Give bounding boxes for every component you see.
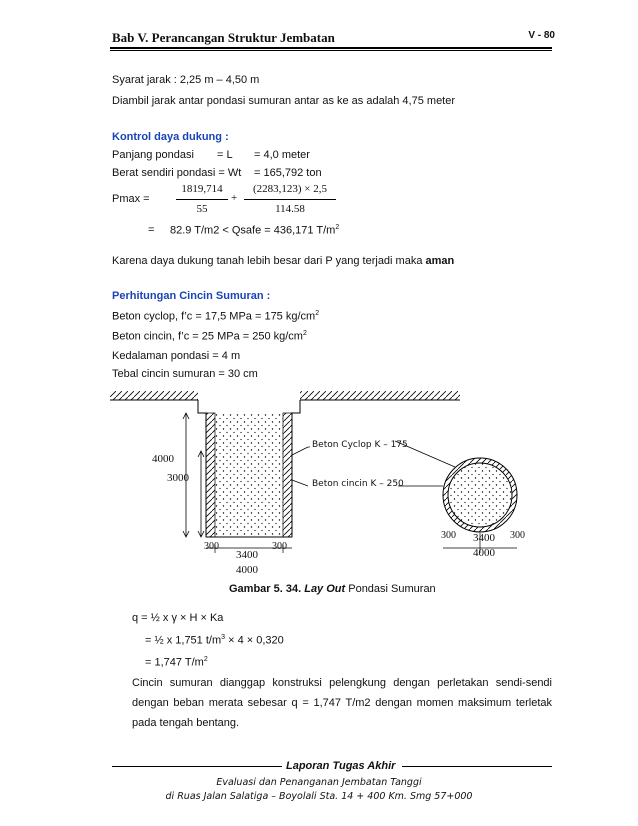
frac2-numerator: (2283,123) × 2,5 <box>252 183 328 195</box>
calc-q-substitution: = ½ x 1,751 $t/m^3 \times 4 \times 0,320$ <box>145 634 284 647</box>
dim-300-right: 300 <box>272 541 287 552</box>
conclusion: Karena daya dukung tanah lebih besar dari P yang terjadi maka aman <box>112 255 455 267</box>
dim-300-left: 300 <box>204 541 219 552</box>
footer-rule-left <box>112 766 282 767</box>
pmax-result: 82.9 T/m2 < Qsafe = 436,171 $T/m^2$ <box>170 224 340 237</box>
heading-kontrol-daya-dukung: Kontrol daya dukung : <box>112 131 229 143</box>
footer-rule-right <box>402 766 552 767</box>
text-beton-cyclop: Beton cyclop, f’c = 17,5 MPa = 175 $kg/cm^2$ <box>112 310 320 323</box>
ground-hatch-right <box>300 391 460 400</box>
excavation-left-wall <box>198 400 206 537</box>
text-beton-cincin: Beton cincin, f’c = 25 MPa = 250 $kg/cm^2$ <box>112 330 307 343</box>
excavation-right-wall <box>292 400 300 537</box>
text-tebal: Tebal cincin sumuran = 30 cm <box>112 368 258 380</box>
dim-3000-left: 3000 <box>167 472 189 484</box>
text-jarak-pondasi: Diambil jarak antar pondasi sumuran antar as ke as adalah 4,75 meter <box>112 95 456 107</box>
footer-subtitle-1: Evaluasi dan Penanganan Jembatan Tanggi <box>216 777 422 788</box>
header-title: Bab V. Perancangan Struktur Jembatan <box>112 30 335 45</box>
dim-3400: 3400 <box>236 549 258 561</box>
footer-title: Laporan Tugas Akhir <box>286 760 396 772</box>
text-syarat-jarak: Syarat jarak : 2,25 m – 4,50 m <box>112 74 260 86</box>
calc-q-formula: q = ½ x γ × H × Ka <box>132 612 224 624</box>
dim-4000-left: 4000 <box>152 453 174 465</box>
dim-4000: 4000 <box>236 564 258 576</box>
frac2-bar <box>244 199 336 200</box>
figure-caption: Gambar 5. 34. Lay Out Pondasi Sumuran <box>229 583 436 595</box>
plan-dim-3400: 3400 <box>473 532 495 544</box>
calc-q-result: = 1,747 $T/m^2$ <box>145 656 208 669</box>
value-berat: = 165,792 ton <box>254 167 322 179</box>
frac1-denominator: 55 <box>196 203 208 215</box>
symbol-L: = L <box>217 149 233 161</box>
cincin-wall-right <box>283 413 292 537</box>
page-number: V - 80 <box>528 30 555 41</box>
label-pmax: Pmax = <box>112 193 150 205</box>
frac2-denominator: 114.58 <box>275 203 305 215</box>
pmax-result-eq: = <box>148 224 155 236</box>
leader-cincin <box>292 480 308 486</box>
plan-dim-300-right: 300 <box>510 530 525 541</box>
frac1-numerator: 1819,714 <box>181 183 223 195</box>
plan-dim-4000: 4000 <box>473 547 495 559</box>
ground-hatch-left <box>110 391 198 400</box>
leader-cyclop <box>292 447 308 455</box>
value-panjang: = 4,0 meter <box>254 149 310 161</box>
header-rule-thin <box>110 50 552 51</box>
plan-dim-300-left: 300 <box>441 530 456 541</box>
cincin-wall-left <box>206 413 215 537</box>
footer-subtitle-2: di Ruas Jalan Salatiga – Boyolali Sta. 14 + 400 Km. Smg 57+000 <box>165 791 473 802</box>
label-beton-cyclop: Beton Cyclop K – 175 <box>312 440 408 450</box>
paragraph-line-2: dengan beban merata sebesar q = 1,747 T/m2 dengan momen maksimum terletak <box>132 697 552 709</box>
label-panjang-pondasi: Panjang pondasi <box>112 149 194 161</box>
paragraph-line-1: Cincin sumuran dianggap konstruksi pelengkung dengan perletakan sendi-sendi <box>132 677 552 689</box>
plus-sign: + <box>231 192 238 204</box>
text-kedalaman: Kedalaman pondasi = 4 m <box>112 350 241 362</box>
beton-cyclop-fill <box>215 413 283 537</box>
label-beton-cincin: Beton cincin K – 250 <box>312 479 404 489</box>
heading-cincin-sumuran: Perhitungan Cincin Sumuran : <box>112 290 271 302</box>
plan-cyclop-fill <box>448 463 512 527</box>
header-rule <box>110 47 552 49</box>
label-berat-sendiri: Berat sendiri pondasi = Wt <box>112 167 242 179</box>
paragraph-line-3: pada tengah bentang. <box>132 717 240 729</box>
frac1-bar <box>176 199 228 200</box>
